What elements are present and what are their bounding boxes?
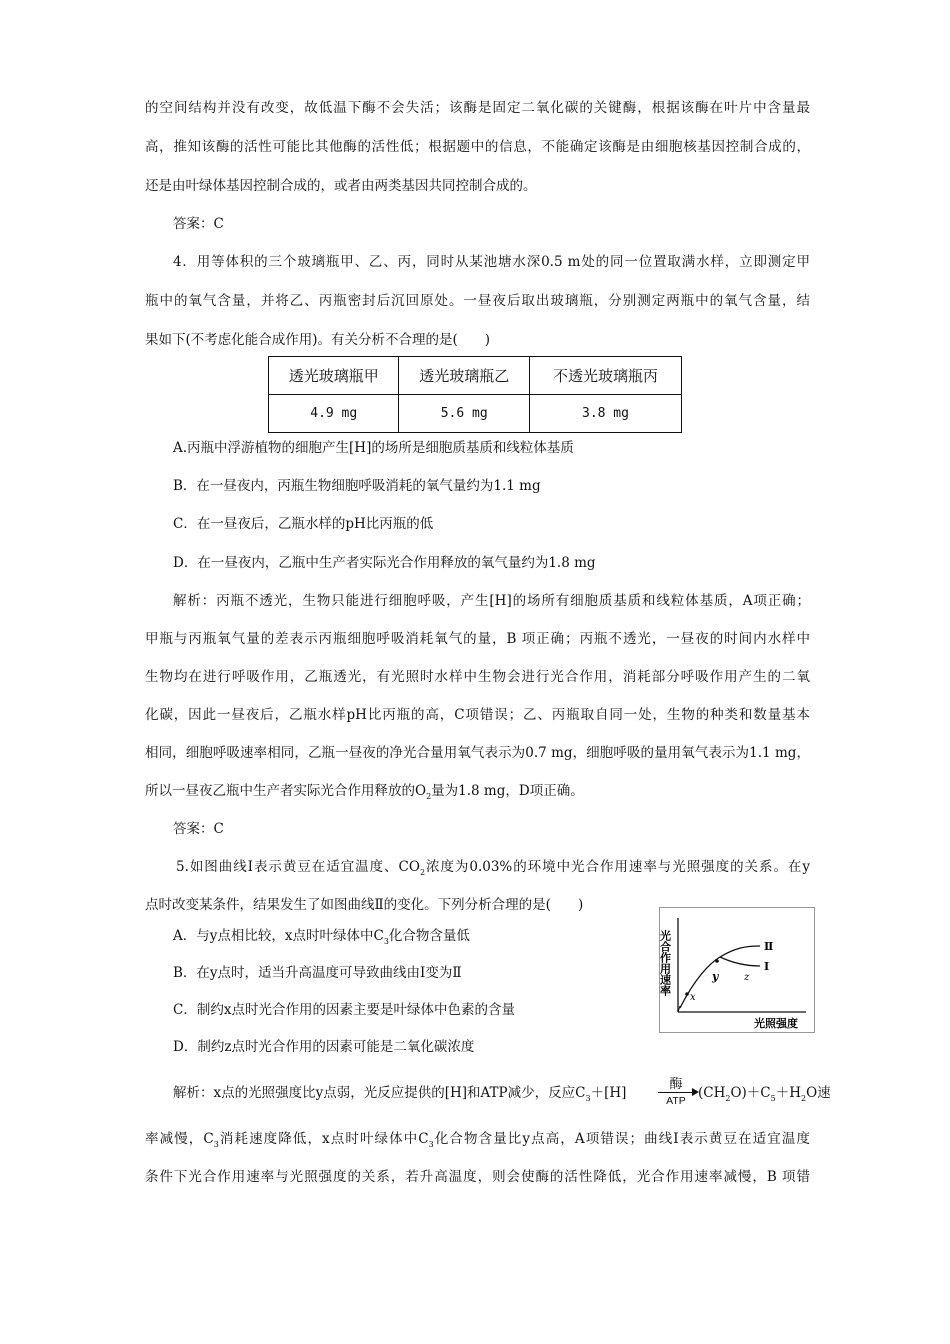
option-a: A.丙瓶中浮游植物的细胞产生[H]的场所是细胞质基质和线粒体基质	[173, 440, 574, 456]
table-header-row	[269, 357, 682, 395]
option-text: 化合物含量低	[388, 928, 470, 944]
option-c: C．制约x点时光合作用的因素主要是叶绿体中色素的含量	[173, 1002, 515, 1018]
arrow-line	[658, 1092, 694, 1093]
subscript: 5	[770, 1094, 776, 1103]
table-cell: 4.9 mg	[269, 395, 399, 433]
option-c: C．在一昼夜后，乙瓶水样的pH比丙瓶的低	[173, 516, 434, 532]
point-y-dot	[715, 959, 719, 963]
subscript: 3	[213, 1140, 219, 1149]
explanation-text: 率减慢，C	[145, 1131, 214, 1147]
explanation-line: 化碳，因此一昼夜后，乙瓶水样pH比丙瓶的高，C项错误；乙、丙瓶取自同一处，生物的种类和数量基本	[145, 707, 810, 723]
point-x-label: x	[690, 992, 696, 1003]
answer-text: 答案：C	[173, 216, 224, 232]
answer-text: 答案：C	[173, 821, 224, 837]
subscript: 2	[725, 1094, 731, 1103]
point-x-dot	[685, 992, 689, 996]
table-cell: 5.6 mg	[399, 395, 529, 433]
question-5-stem	[176, 849, 810, 886]
option-d: D．制约z点时光合作用的因素可能是二氧化碳浓度	[173, 1039, 475, 1055]
stem-text: 5.如图曲线Ⅰ表示黄豆在适宜温度、CO	[176, 859, 420, 875]
explanation-text: O)＋C	[730, 1085, 771, 1101]
photosynthesis-figure	[659, 907, 815, 1033]
subscript: 2	[419, 868, 426, 877]
enzyme-label: 酶	[669, 1077, 683, 1092]
curve-2-label: Ⅱ	[764, 940, 774, 953]
explanation-text: ＋H	[775, 1085, 802, 1101]
explanation-line: 生物均在进行呼吸作用，乙瓶透光，有光照时水样中生物会进行光合作用，消耗部分呼吸作用产生的二氧	[145, 669, 810, 685]
explanation-line	[145, 1121, 810, 1158]
explanation-line	[698, 1075, 831, 1112]
point-y-label: y	[712, 970, 719, 983]
explanation-line: 相同，细胞呼吸速率相同，乙瓶一昼夜的净光合量用氧气表示为0.7 mg，细胞呼吸的量用氧气表示为1.1 mg，	[145, 745, 810, 761]
figure-svg	[660, 908, 814, 1032]
y-axis-label: 光合作用速率	[658, 930, 672, 996]
intro-line: 的空间结构并没有改变，故低温下酶不会失活；该酶是固定二氧化碳的关键酶，根据该酶在叶片中含量最	[145, 100, 810, 116]
explanation-text: (CH	[698, 1085, 726, 1101]
table-header-cell: 不透光玻璃瓶丙	[529, 357, 681, 395]
table-cell: 3.8 mg	[529, 395, 681, 433]
curve-1-label: Ⅰ	[764, 960, 770, 973]
explanation-line: 条件下光合作用速率与光照强度的关系，若升高温度，则会使酶的活性降低，光合作用速率减慢，B 项错	[145, 1169, 810, 1185]
table-header-cell: 透光玻璃瓶甲	[269, 357, 399, 395]
explanation-line	[145, 773, 810, 810]
table-header-cell: 透光玻璃瓶乙	[399, 357, 529, 395]
stem-text: 浓度为0.03%的环境中光合作用速率与光照强度的关系。在y	[425, 859, 810, 875]
option-d: D．在一昼夜内，乙瓶中生产者实际光合作用释放的氧气量约为1.8 mg	[173, 555, 596, 571]
subscript: 3	[428, 1140, 434, 1149]
option-b: B．在一昼夜内，丙瓶生物细胞呼吸消耗的氧气量约为1.1 mg	[173, 478, 541, 494]
subscript: 2	[426, 792, 432, 801]
explanation-text: 化合物含量比y点高，A项错误；曲线Ⅰ表示黄豆在适宜温度	[433, 1131, 810, 1147]
atp-label: ATP	[666, 1095, 686, 1107]
explanation-text: 量为1.8 mg，D项正确。	[431, 783, 584, 799]
curve-1	[720, 957, 760, 966]
question-5-stem: 点时改变某条件，结果发生了如图曲线Ⅱ的变化。下列分析合理的是( )	[145, 897, 584, 913]
explanation-line: 解析：丙瓶不透光，生物只能进行细胞呼吸，产生[H]的场所有细胞质基质和线粒体基质，A项正确；	[173, 593, 810, 609]
subscript: 3	[585, 1094, 591, 1103]
x-axis-label: 光照强度	[754, 1017, 798, 1030]
explanation-text: 所以一昼夜乙瓶中生产者实际光合作用释放的O	[145, 783, 427, 799]
reaction-arrow	[658, 1073, 694, 1113]
explanation-text: 解析：x点的光照强度比y点弱，光反应提供的[H]和ATP减少，反应C	[173, 1085, 586, 1101]
point-z-label: z	[744, 972, 750, 983]
explanation-line: 甲瓶与丙瓶氧气量的差表示丙瓶细胞呼吸消耗氧气的量，B 项正确；丙瓶不透光，一昼夜的时间内水样中	[145, 631, 810, 647]
question-4-stem: 4．用等体积的三个玻璃瓶甲、乙、丙，同时从某池塘水深0.5 m处的同一位置取满水样，立即测定甲	[173, 254, 810, 270]
option-text: A．与y点相比较，x点时叶绿体中C	[173, 928, 384, 944]
explanation-text: 消耗速度降低，x点时叶绿体中C	[218, 1131, 429, 1147]
subscript: 2	[801, 1094, 807, 1103]
table-row	[269, 395, 682, 433]
explanation-text: O速	[806, 1085, 831, 1101]
question-4-stem: 果如下(不考虑化能合成作用)。有关分析不合理的是( )	[145, 332, 491, 348]
subscript: 3	[383, 937, 389, 946]
intro-line: 高，推知该酶的活性可能比其他酶的活性低；根据题中的信息，不能确定该酶是由细胞核基因控制合成的，	[145, 139, 810, 155]
question-4-stem: 瓶中的氧气含量，并将乙、丙瓶密封后沉回原处。一昼夜后取出玻璃瓶，分别测定两瓶中的氧气含量，结	[145, 293, 810, 309]
explanation-text: ＋[H]	[590, 1085, 627, 1101]
option-b: B．在y点时，适当升高温度可导致曲线由Ⅰ变为Ⅱ	[173, 965, 462, 981]
oxygen-table	[268, 356, 682, 433]
intro-line: 还是由叶绿体基因控制合成的，或者由两类基因共同控制合成的。	[145, 178, 537, 194]
